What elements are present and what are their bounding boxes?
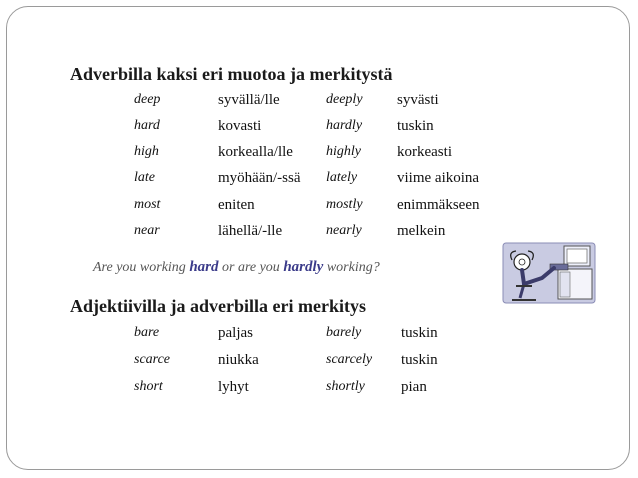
adverb-basic: hard [134, 118, 160, 133]
adverb-ly: scarcely [326, 352, 373, 367]
adverb-basic: high [134, 144, 159, 159]
adverb-ly: barely [326, 325, 362, 340]
meaning-adverb: tuskin [401, 325, 438, 341]
adverb-basic: deep [134, 92, 161, 107]
adverb-ly: deeply [326, 92, 363, 107]
table-row [0, 352, 638, 372]
meaning-adjective: paljas [218, 325, 253, 341]
adjective: scarce [134, 352, 171, 367]
meaning-adjective: lyhyt [218, 379, 249, 395]
adverb-basic: most [134, 197, 161, 212]
table-row [0, 92, 638, 112]
meaning-ly: tuskin [397, 118, 434, 134]
meaning-basic: syvällä/lle [218, 92, 280, 108]
adverb-ly: lately [326, 170, 358, 185]
meaning-basic: korkealla/lle [218, 144, 293, 160]
adverb-ly: nearly [326, 223, 362, 238]
example-part: Are you working [93, 260, 190, 275]
meaning-adverb: tuskin [401, 352, 438, 368]
adverb-ly: hardly [326, 118, 363, 133]
relaxing-worker-icon [502, 242, 596, 304]
meaning-basic: lähellä/-lle [218, 223, 283, 239]
example-part: or are you [218, 260, 284, 275]
example-keyword: hard [189, 259, 219, 275]
adverb-basic: near [134, 223, 160, 238]
table-row [0, 144, 638, 164]
meaning-basic: eniten [218, 197, 255, 213]
adverb-basic: late [134, 170, 155, 185]
section-title-different-meaning: Adjektiivilla ja adverbilla eri merkitys [70, 296, 366, 316]
meaning-adjective: niukka [218, 352, 259, 368]
adverb-ly: shortly [326, 379, 365, 394]
meaning-ly: viime aikoina [397, 170, 480, 186]
adjective: short [134, 379, 163, 394]
table-row [0, 170, 638, 190]
section-title-two-forms: Adverbilla kaksi eri muotoa ja merkitystä [70, 64, 393, 84]
table-row [0, 325, 638, 345]
meaning-adverb: pian [401, 379, 427, 395]
meaning-ly: melkein [397, 223, 446, 239]
example-sentence [93, 259, 380, 276]
table-row [0, 197, 638, 217]
example-part: working? [323, 260, 380, 275]
table-row [0, 379, 638, 399]
meaning-basic: kovasti [218, 118, 262, 134]
meaning-ly: syvästi [397, 92, 439, 108]
meaning-ly: enimmäkseen [397, 197, 480, 213]
table-row [0, 118, 638, 138]
table-row [0, 223, 638, 243]
adverb-ly: highly [326, 144, 361, 159]
adverb-ly: mostly [326, 197, 363, 212]
meaning-basic: myöhään/-ssä [218, 170, 301, 186]
meaning-ly: korkeasti [397, 144, 452, 160]
adjective: bare [134, 325, 160, 340]
example-keyword: hardly [283, 259, 324, 275]
